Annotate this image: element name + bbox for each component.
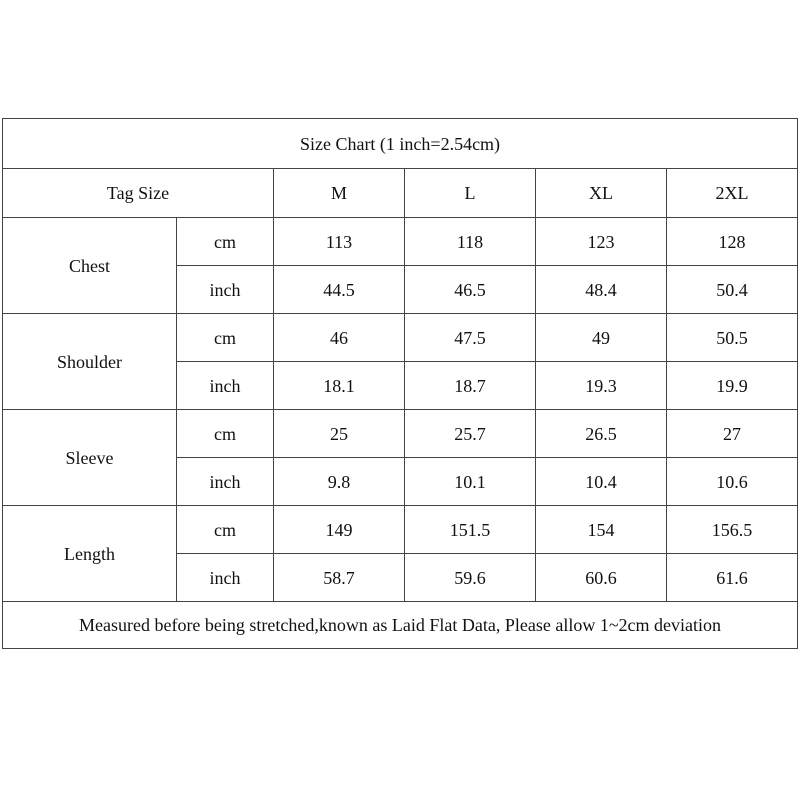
value-cell: 9.8 — [274, 458, 405, 506]
size-header-l: L — [405, 169, 536, 218]
measure-label-length: Length — [3, 506, 177, 602]
size-chart-table — [2, 118, 798, 649]
table-row — [3, 506, 798, 554]
value-cell: 10.4 — [536, 458, 667, 506]
value-cell: 123 — [536, 218, 667, 266]
value-cell: 49 — [536, 314, 667, 362]
footnote-row — [3, 602, 798, 649]
value-cell: 128 — [667, 218, 798, 266]
size-header-xl: XL — [536, 169, 667, 218]
table-row — [3, 314, 798, 362]
table-row — [3, 218, 798, 266]
unit-label: cm — [177, 506, 274, 554]
measure-label-chest: Chest — [3, 218, 177, 314]
value-cell: 26.5 — [536, 410, 667, 458]
unit-label: cm — [177, 218, 274, 266]
value-cell: 18.1 — [274, 362, 405, 410]
tag-size-label: Tag Size — [3, 169, 274, 218]
value-cell: 151.5 — [405, 506, 536, 554]
value-cell: 19.9 — [667, 362, 798, 410]
title-row — [3, 119, 798, 169]
table-row — [3, 410, 798, 458]
value-cell: 149 — [274, 506, 405, 554]
value-cell: 48.4 — [536, 266, 667, 314]
value-cell: 25 — [274, 410, 405, 458]
value-cell: 10.6 — [667, 458, 798, 506]
value-cell: 58.7 — [274, 554, 405, 602]
value-cell: 154 — [536, 506, 667, 554]
unit-label: cm — [177, 410, 274, 458]
unit-label: inch — [177, 266, 274, 314]
value-cell: 46 — [274, 314, 405, 362]
size-header-2xl: 2XL — [667, 169, 798, 218]
unit-label: cm — [177, 314, 274, 362]
value-cell: 50.5 — [667, 314, 798, 362]
value-cell: 25.7 — [405, 410, 536, 458]
value-cell: 61.6 — [667, 554, 798, 602]
footnote: Measured before being stretched,known as Laid Flat Data, Please allow 1~2cm deviation — [3, 602, 798, 649]
value-cell: 113 — [274, 218, 405, 266]
unit-label: inch — [177, 458, 274, 506]
value-cell: 27 — [667, 410, 798, 458]
value-cell: 47.5 — [405, 314, 536, 362]
chart-title: Size Chart (1 inch=2.54cm) — [3, 119, 798, 169]
value-cell: 46.5 — [405, 266, 536, 314]
size-header-m: M — [274, 169, 405, 218]
value-cell: 60.6 — [536, 554, 667, 602]
measure-label-sleeve: Sleeve — [3, 410, 177, 506]
value-cell: 156.5 — [667, 506, 798, 554]
header-row — [3, 169, 798, 218]
value-cell: 19.3 — [536, 362, 667, 410]
value-cell: 50.4 — [667, 266, 798, 314]
value-cell: 18.7 — [405, 362, 536, 410]
value-cell: 59.6 — [405, 554, 536, 602]
value-cell: 10.1 — [405, 458, 536, 506]
unit-label: inch — [177, 554, 274, 602]
value-cell: 44.5 — [274, 266, 405, 314]
unit-label: inch — [177, 362, 274, 410]
value-cell: 118 — [405, 218, 536, 266]
measure-label-shoulder: Shoulder — [3, 314, 177, 410]
